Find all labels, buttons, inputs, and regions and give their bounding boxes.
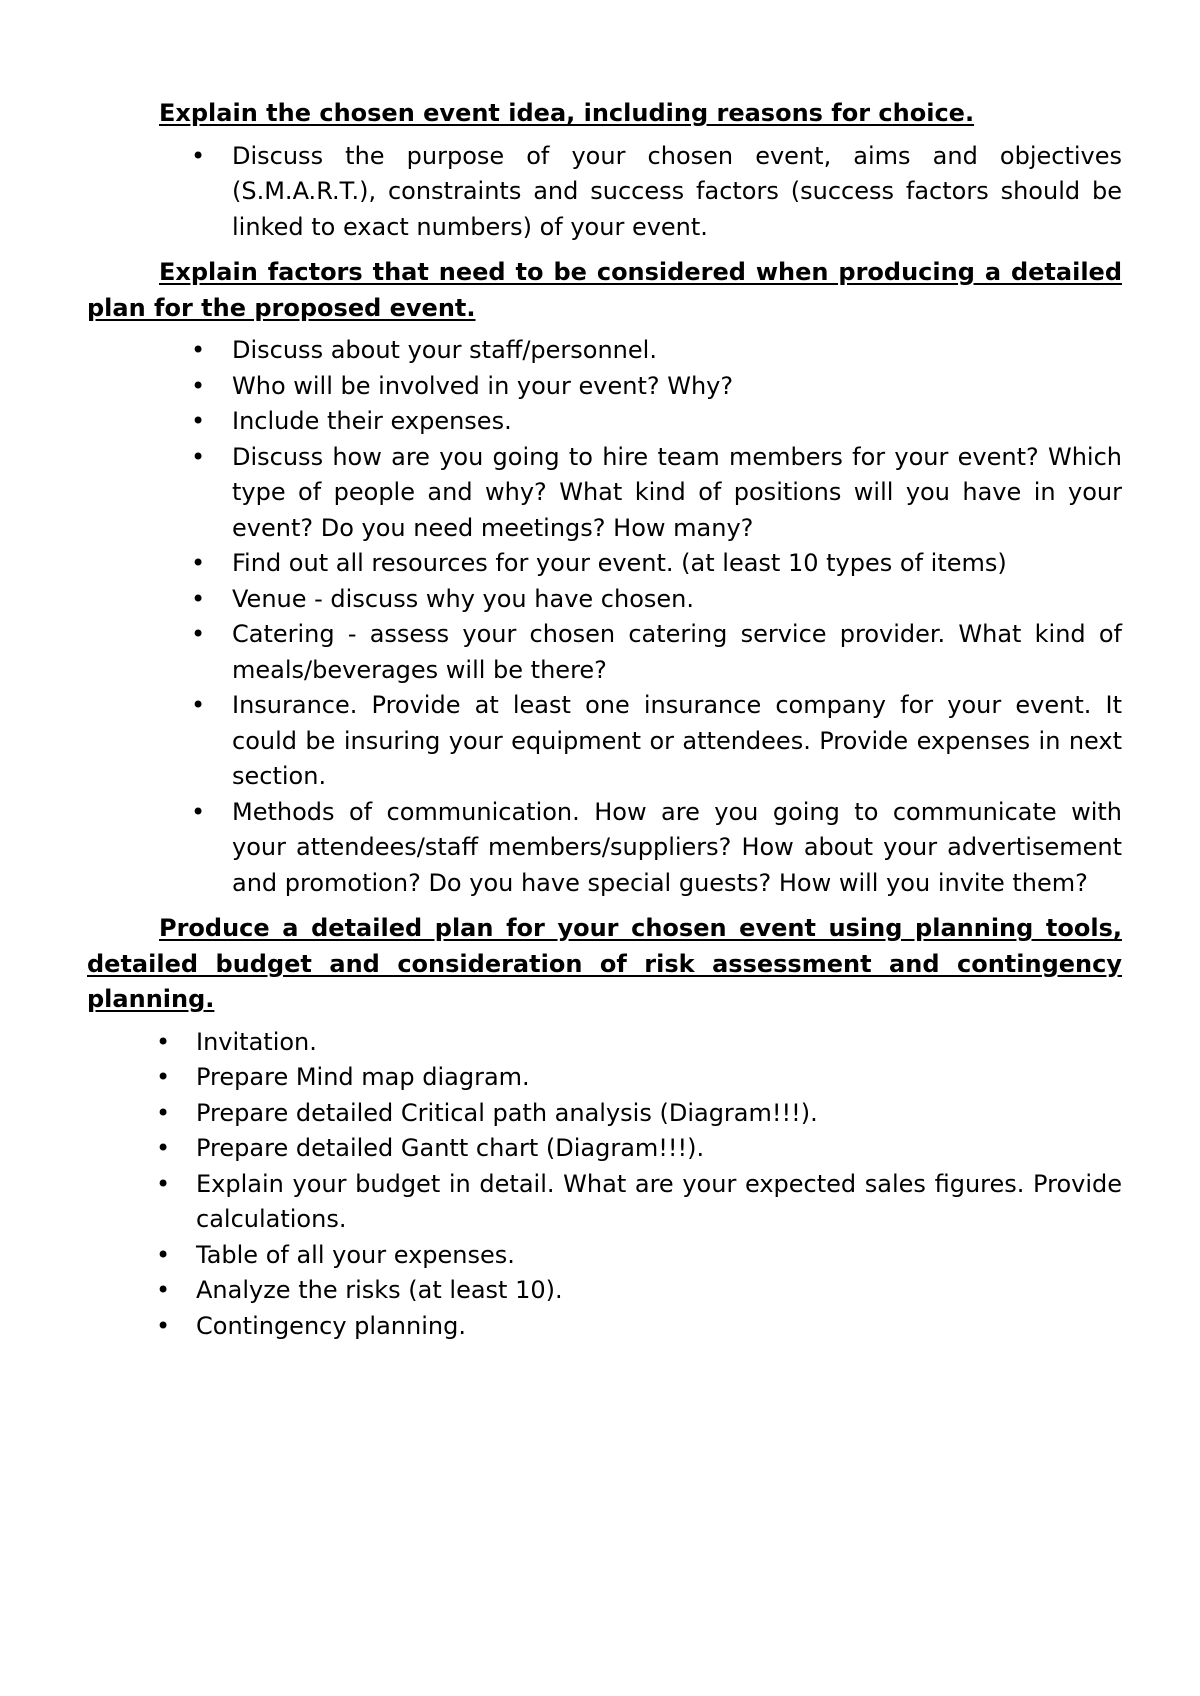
bullet-list (87, 1025, 1122, 1345)
list-item: • Discuss about your staff/personnel. (87, 333, 1122, 369)
list-item: • Explain your budget in detail. What are your expected sales figures. Provide calculations. (87, 1167, 1122, 1238)
list-item: • Methods of communication. How are you going to communicate with your attendees/staff members/suppliers? How about your advertisement and promotion? Do you have special guests? How will you invite them? (87, 795, 1122, 902)
bullet-list (87, 139, 1122, 246)
list-item: • Prepare detailed Gantt chart (Diagram!!!). (87, 1131, 1122, 1167)
bullet-icon: • (191, 549, 206, 577)
bullet-icon: • (156, 1063, 171, 1091)
bullet-list (87, 333, 1122, 901)
list-item: • Prepare detailed Critical path analysis (Diagram!!!). (87, 1096, 1122, 1132)
bullet-icon: • (191, 442, 206, 471)
bullet-icon: • (156, 1311, 171, 1340)
section-heading: Produce a detailed plan for your chosen event using planning tools, detailed budget and consideration of risk assessment and contingency planning. (87, 914, 1122, 1013)
list-item: • Venue - discuss why you have chosen. (87, 582, 1122, 618)
bullet-icon: • (191, 691, 206, 719)
list-item: • Find out all resources for your event. (at least 10 types of items) (87, 546, 1122, 582)
bullet-icon: • (191, 141, 206, 170)
section-heading: Explain the chosen event idea, including reasons for choice. (159, 99, 975, 127)
bullet-icon: • (156, 1098, 171, 1127)
list-item: • Contingency planning. (87, 1309, 1122, 1345)
list-item: • Insurance. Provide at least one insurance company for your event. It could be insuring your equipment or attendees. Provide expenses in next section. (87, 688, 1122, 795)
list-item: • Catering - assess your chosen catering service provider. What kind of meals/beverages will be there? (87, 617, 1122, 688)
bullet-icon: • (191, 797, 206, 826)
list-item: • Table of all your expenses. (87, 1238, 1122, 1274)
bullet-icon: • (156, 1027, 171, 1056)
bullet-icon: • (156, 1240, 171, 1269)
list-item: • Invitation. (87, 1025, 1122, 1061)
bullet-icon: • (191, 620, 206, 648)
list-item: • Discuss how are you going to hire team members for your event? Which type of people and why? What kind of positions will you have in your event? Do you need meetings? How many? (87, 440, 1122, 547)
bullet-icon: • (191, 407, 206, 435)
list-item: • Include their expenses. (87, 404, 1122, 440)
bullet-icon: • (156, 1134, 171, 1162)
bullet-icon: • (191, 584, 206, 613)
list-item: • Discuss the purpose of your chosen event, aims and objectives (S.M.A.R.T.), constraints and success factors (success factors should be linked to exact numbers) of your event. (87, 139, 1122, 246)
list-item: • Analyze the risks (at least 10). (87, 1273, 1122, 1309)
bullet-icon: • (156, 1276, 171, 1304)
section-heading: Explain factors that need to be considered when producing a detailed plan for the proposed event. (87, 258, 1122, 322)
list-item: • Who will be involved in your event? Why? (87, 369, 1122, 405)
list-item: • Prepare Mind map diagram. (87, 1060, 1122, 1096)
bullet-icon: • (191, 336, 206, 364)
bullet-icon: • (156, 1169, 171, 1198)
document-page (87, 96, 1122, 1354)
bullet-icon: • (191, 371, 206, 400)
